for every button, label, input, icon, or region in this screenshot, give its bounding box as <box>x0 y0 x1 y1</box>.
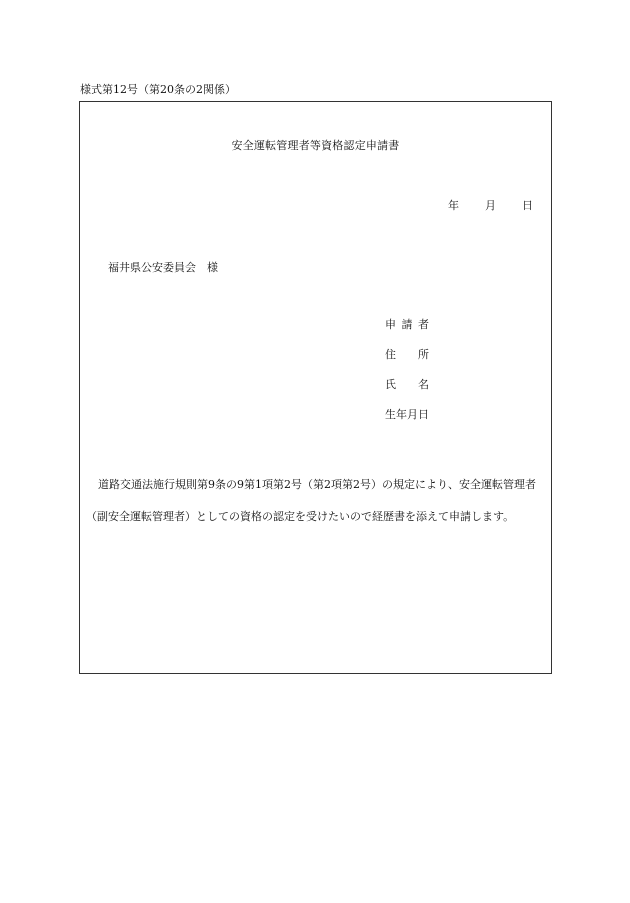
address-label: 住所 <box>385 348 429 361</box>
body-line-2: （副安全運転管理者）としての資格の認定を受けたいので経歴書を添えて申請します。 <box>86 510 515 523</box>
application-form <box>79 101 552 674</box>
form-title: 安全運転管理者等資格認定申請書 <box>231 139 400 152</box>
birthdate-label: 生年月日 <box>385 408 429 421</box>
addressee: 福井県公安委員会 様 <box>108 261 218 274</box>
body-line-1: 道路交通法施行規則第9条の9第1項第2号（第2項第2号）の規定により、安全運転管理者 <box>98 478 536 491</box>
applicant-header: 申請者 <box>385 318 429 331</box>
form-number: 様式第12号（第20条の2関係） <box>80 83 236 96</box>
applicant-block <box>385 319 429 439</box>
date-month-label: 月 <box>485 199 496 212</box>
body-text <box>86 469 545 533</box>
date-day-label: 日 <box>522 199 533 212</box>
date-line <box>448 197 533 213</box>
name-label: 氏名 <box>385 378 429 391</box>
date-year-label: 年 <box>448 199 459 212</box>
